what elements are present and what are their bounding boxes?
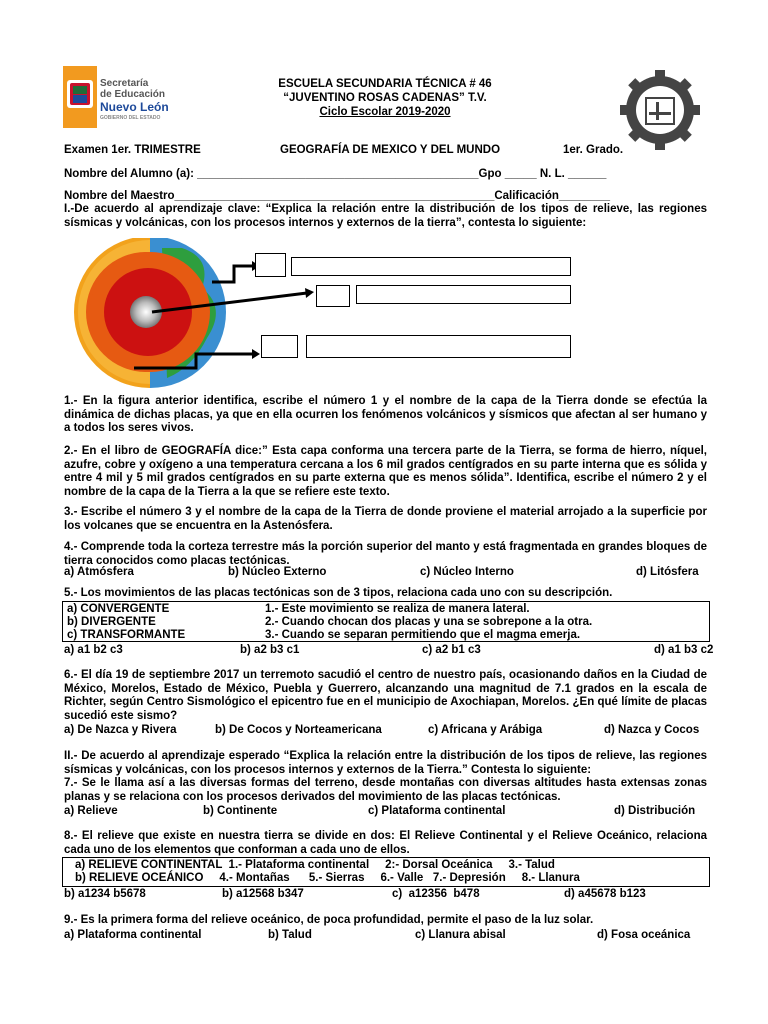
q6-option-b[interactable]: b) De Cocos y Norteamericana <box>215 724 382 736</box>
table-row <box>63 602 710 616</box>
q5-col-b-1: 1.- Este movimiento se realiza de manera lateral. <box>265 602 530 615</box>
question-7: 7.- Se le llama así a las diversas formas del terreno, desde montañas con diversas altitudes hasta extensas zonas planas y se relaciona con los procesos derivados del movimiento de las placas tectónicas. <box>64 777 707 803</box>
q5-match-table <box>62 601 710 642</box>
q9-option-d[interactable]: d) Fosa oceánica <box>597 929 691 941</box>
layer3-name-box[interactable] <box>306 335 571 358</box>
logo-line2: de Educación <box>100 89 166 100</box>
question-8: 8.- El relieve que existe en nuestra tierra se divide en dos: El Relieve Continental y el Relieve Oceánico, relaciona cada uno de los elementos que conforman a cada uno de ellos. <box>64 830 707 856</box>
question-9: 9.- Es la primera forma del relieve oceánico, de poca profundidad, permite el paso de la luz solar. <box>64 914 594 926</box>
school-gear-emblem <box>618 68 702 152</box>
q4-option-d[interactable]: d) Litósfera <box>636 566 699 578</box>
school-subtitle: “JUVENTINO ROSAS CADENAS” T.V. <box>283 92 487 104</box>
q7-option-a[interactable]: a) Relieve <box>64 805 118 817</box>
layer2-number-box[interactable] <box>316 285 350 307</box>
school-cycle: Ciclo Escolar 2019-2020 <box>319 106 451 118</box>
q5-option-a[interactable]: a) a1 b2 c3 <box>64 644 123 656</box>
q8-row-continental: a) RELIEVE CONTINENTAL 1.- Plataforma continental 2:- Dorsal Oceánica 3.- Talud <box>75 859 555 871</box>
exam-type: Examen 1er. TRIMESTRE <box>64 144 201 156</box>
q6-option-c[interactable]: c) Africana y Arábiga <box>428 724 543 736</box>
layer1-number-box[interactable] <box>255 253 286 277</box>
school-name: ESCUELA SECUNDARIA TÉCNICA # 46 <box>278 78 492 90</box>
table-row <box>63 615 710 628</box>
q4-option-b[interactable]: b) Núcleo Externo <box>228 566 327 578</box>
q7-option-b[interactable]: b) Continente <box>203 805 278 817</box>
exam-grade: 1er. Grado. <box>563 144 624 156</box>
q5-option-b[interactable]: b) a2 b3 c1 <box>240 644 300 656</box>
q8-option-b[interactable]: b) a12568 b347 <box>222 888 304 900</box>
q6-option-d[interactable]: d) Nazca y Cocos <box>604 724 700 736</box>
section1-intro: I.-De acuerdo al aprendizaje clave: “Explica la relación entre la distribución de los tipos de relieve, las regiones sísmicas y volcánicas, con los procesos internos y externos de la tierra”, contesta lo siguiente: <box>64 203 707 229</box>
logo-line3: Nuevo León <box>100 100 169 114</box>
student-name-line[interactable]: Nombre del Alumno (a): ____________________________________________Gpo _____ N. L. ______ <box>64 168 607 180</box>
q5-col-a-1: a) CONVERGENTE <box>67 602 170 615</box>
question-1: 1.- En la figura anterior identifica, escribe el número 1 y el nombre de la capa de la Tierra donde se efectúa la dinámica de dichas placas, ya que en ella ocurren los fenómenos volcánicos y sísmicos que afectan al ser humano y a todos los seres vivos. <box>64 395 707 435</box>
q5-option-d[interactable]: d) a1 b3 c2 <box>654 644 714 656</box>
secretaria-educacion-logo <box>63 66 171 128</box>
exam-subject: GEOGRAFÍA DE MEXICO Y DEL MUNDO <box>280 144 501 156</box>
q7-option-c[interactable]: c) Plataforma continental <box>368 805 506 817</box>
q8-match-table <box>62 857 710 887</box>
q8-option-d[interactable]: d) a45678 b123 <box>564 888 646 900</box>
q4-option-c[interactable]: c) Núcleo Interno <box>420 566 514 578</box>
question-4: 4.- Comprende toda la corteza terrestre más la porción superior del manto y está fragmentada en grandes bloques de tierra conocidos como placas tectónicas. <box>64 541 707 567</box>
section2-intro: II.- De acuerdo al aprendizaje esperado “Explica la relación entre la distribución de los tipos de relieve, las regiones sísmicas y volcánicas, con los procesos internos y externos de la Tierra.” Contesta lo siguiente: <box>64 750 707 776</box>
teacher-name-line[interactable]: Nombre del Maestro__________________________________________________Calificación________ <box>64 190 611 202</box>
question-2: 2.- En el libro de GEOGRAFÍA dice:” Esta capa conforma una tercera parte de la Tierra, se forma de hierro, níquel, azufre, cobre y oxígeno a una temperatura cercana a los 6 mil grados centígrados en su parte interna que es sólida y entre 4 mil y 5 mil grados centígrados en su parte externa que es menos sólida”. Identifica, escribe el número 2 y el nombre de la capa de la Tierra a la que se refiere este texto. <box>64 445 707 498</box>
layer3-number-box[interactable] <box>261 335 298 358</box>
table-row <box>63 628 710 642</box>
logo-line1: Secretaría <box>100 78 149 89</box>
q5-col-a-2: b) DIVERGENTE <box>67 615 156 628</box>
layer2-name-box[interactable] <box>356 285 571 304</box>
q4-option-a[interactable]: a) Atmósfera <box>64 566 134 578</box>
q9-option-b[interactable]: b) Talud <box>268 929 312 941</box>
q6-option-a[interactable]: a) De Nazca y Rivera <box>64 724 177 736</box>
q8-row-oceanico: b) RELIEVE OCEÁNICO 4.- Montañas 5.- Sierras 6.- Valle 7.- Depresión 8.- Llanura <box>75 872 580 884</box>
question-6: 6.- El día 19 de septiembre 2017 un terremoto sacudió el centro de nuestro país, ocasionando daños en la Ciudad de México, Morelos, Estado de México, Puebla y Guerrero, alcanzando una magnitud de 7.1 grados en la escala de Richter, según Centro Sismológico el epicentro fue en el municipio de Axochiapan, Morelos. ¿En qué límite de placas sucedió este sismo? <box>64 669 707 722</box>
q8-option-a[interactable]: b) a1234 b5678 <box>64 888 146 900</box>
layer1-name-box[interactable] <box>291 257 571 276</box>
q8-option-c[interactable]: c) a12356 b478 <box>392 888 480 900</box>
q5-col-b-2: 2.- Cuando chocan dos placas y una se sobrepone a la otra. <box>265 615 593 628</box>
q7-option-d[interactable]: d) Distribución <box>614 805 696 817</box>
q5-col-a-3: c) TRANSFORMANTE <box>67 628 186 641</box>
question-3: 3.- Escribe el número 3 y el nombre de la capa de la Tierra de donde proviene el material arrojado a la superficie por los volcanes que se encuentra en la Astenósfera. <box>64 506 707 532</box>
q5-col-b-3: 3.- Cuando se separan permitiendo que el magma emerja. <box>265 628 581 641</box>
q9-option-a[interactable]: a) Plataforma continental <box>64 929 202 941</box>
q9-option-c[interactable]: c) Llanura abisal <box>415 929 506 941</box>
logo-line4: GOBIERNO DEL ESTADO <box>100 115 161 121</box>
question-5: 5.- Los movimientos de las placas tectónicas son de 3 tipos, relaciona cada uno con su descripción. <box>64 587 613 599</box>
q5-option-c[interactable]: c) a2 b1 c3 <box>422 644 481 656</box>
